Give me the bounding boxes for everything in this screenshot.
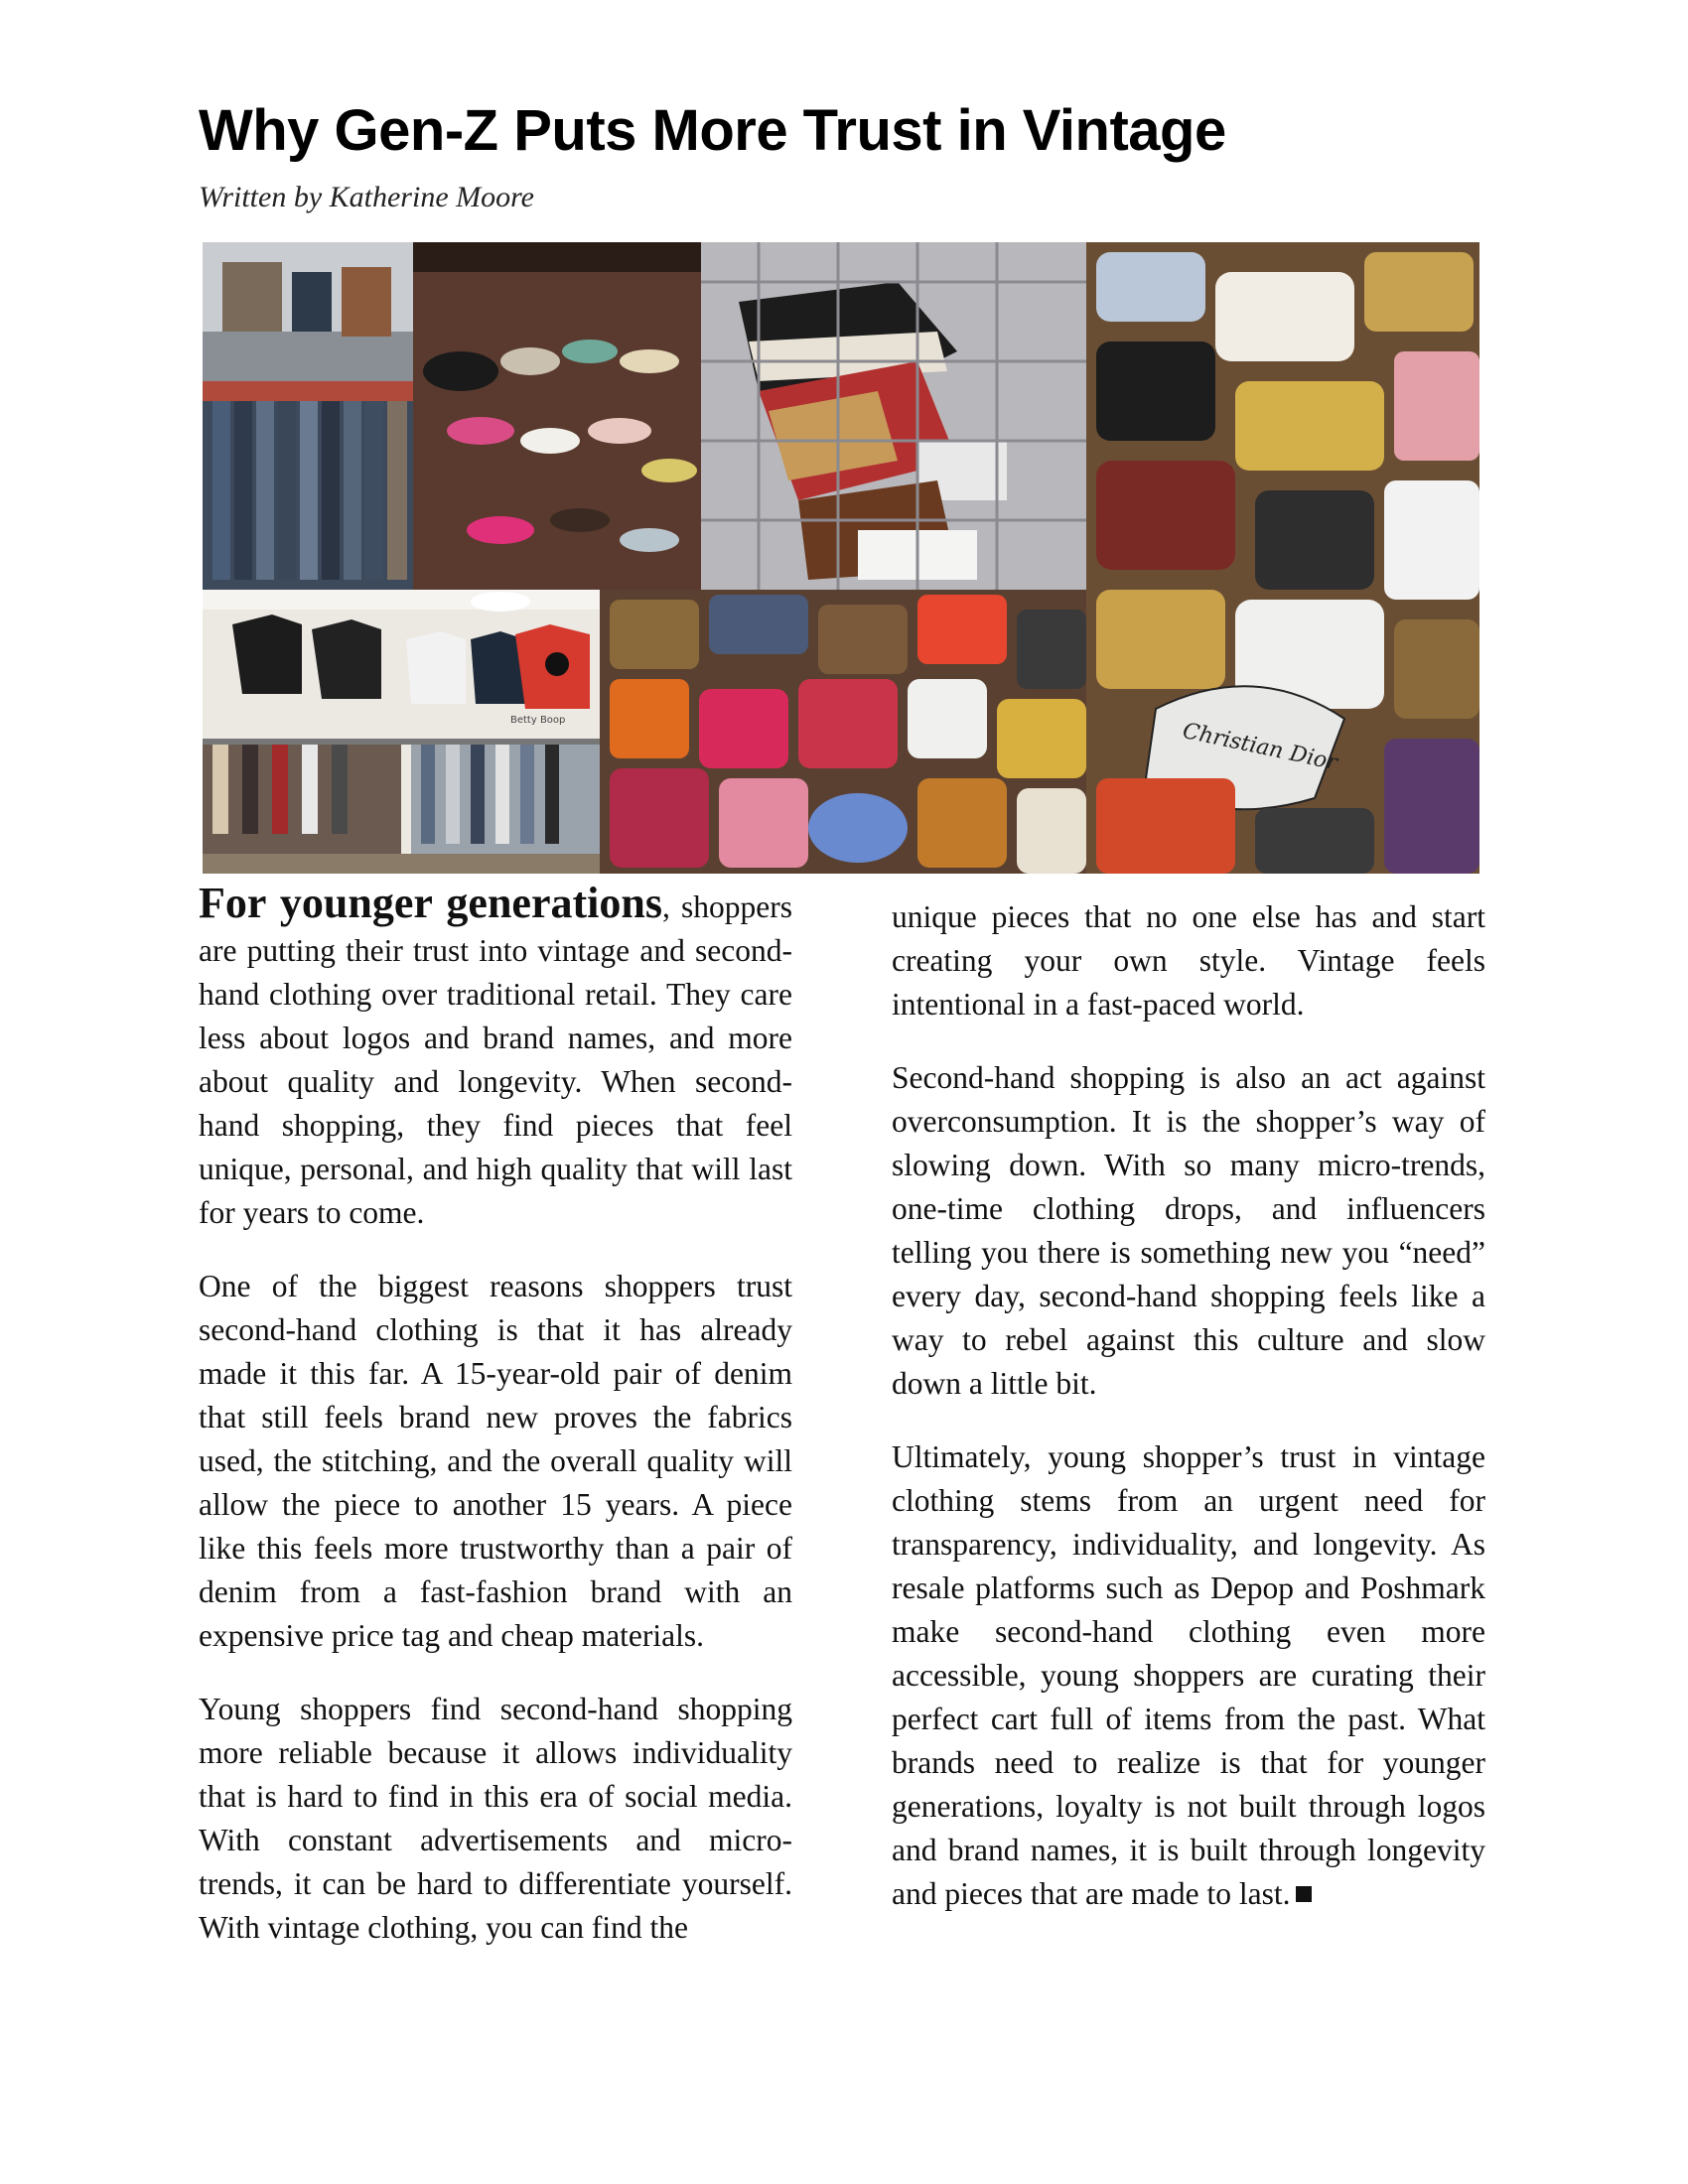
- paragraph-2: One of the biggest reasons shoppers trust second-hand clothing is that it has already made it this far. A 15-year-old pair of denim that still feels brand new proves the fabrics used, the stitching, and the overall quality will allow the piece to another 15 years. A piece like this feels more trustworthy than a pair of denim from a fast-fashion brand with an expensive price tag and cheap materials.: [199, 1269, 792, 1653]
- collage-cart-bags: [701, 242, 1086, 590]
- collage-tshirt-shop: [203, 590, 600, 874]
- collage-designer-bags: [1086, 242, 1479, 874]
- paragraph-4: Second-hand shopping is also an act against overconsumption. It is the shopper’s way of slowing down. With so many micro-trends, one-time clothing drops, and influencers telling you there is something new you “need” every day, second-hand shopping feels like a way to rebel against this culture and slow down a little bit.: [892, 1060, 1485, 1401]
- paragraph-3-continued: unique pieces that no one else has and start creating your own style. Vintage feels intentional in a fast-paced world.: [892, 899, 1485, 1022]
- article-title: Why Gen-Z Puts More Trust in Vintage: [199, 98, 1226, 163]
- collage-colorful-bags: [600, 590, 1086, 874]
- paragraph-3: Young shoppers find second-hand shopping more reliable because it allows individuality that is hard to find in this era of social media. With constant advertisements and micro-trends, it can be hard to differentiate yourself. With vintage clothing, you can find the: [199, 1692, 792, 1945]
- paragraph-5: [892, 1435, 1485, 1916]
- article-byline: Written by Katherine Moore: [199, 181, 534, 213]
- collage-clothing-racks: [203, 242, 413, 590]
- article-column-right: [892, 895, 1485, 1946]
- lead-in: For younger generations: [199, 879, 662, 927]
- article-column-left: [199, 879, 792, 1979]
- end-mark-icon: [1296, 1886, 1312, 1902]
- collage-shoes: [413, 242, 701, 590]
- bag-print-text: Christian Dior: [1180, 718, 1339, 776]
- paragraph-1: [199, 879, 792, 1235]
- paragraph-5-text: Ultimately, young shopper’s trust in vintage clothing stems from an urgent need for transparency, individuality, and longevity. As resale platforms such as Depop and Poshmark make second-hand clothing even more accessible, young shoppers are curating their perfect cart full of items from the past. What brands need to realize is that for younger generations, loyalty is not built through logos and brand names, it is built through longevity and pieces that are made to last.: [892, 1439, 1485, 1911]
- tshirt-print-text: Betty Boop: [510, 715, 566, 726]
- paragraph-1-text: , shoppers are putting their trust into vintage and second-hand clothing over traditional retail. They care less about logos and brand names, and more about quality and longevity. When second-hand shopping, they find pieces that feel unique, personal, and high quality that will last for years to come.: [199, 889, 792, 1230]
- photo-collage: [203, 242, 1479, 874]
